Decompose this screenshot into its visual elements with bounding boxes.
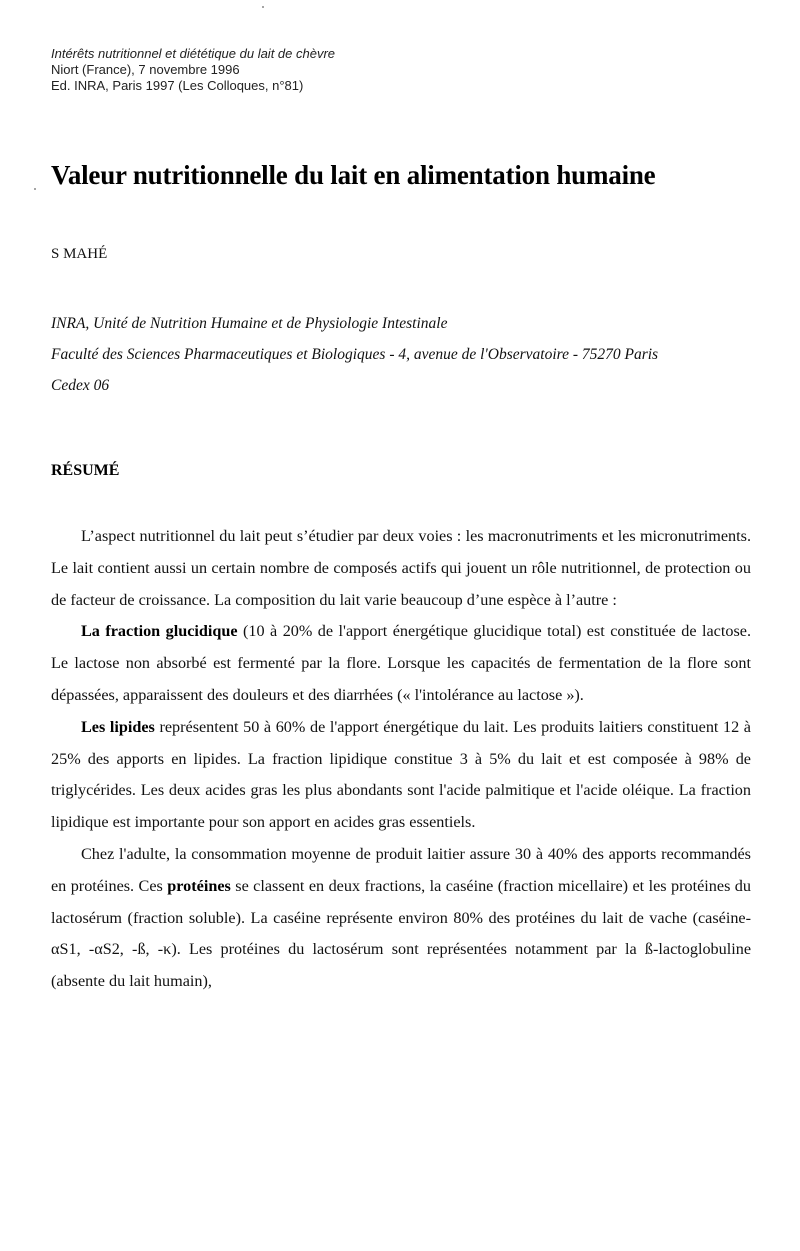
abstract-paragraph — [51, 521, 751, 616]
paragraph-text: L’aspect nutritionnel du lait peut s’étudier par deux voies : les macronutriments et les micronutriments. Le lait contient aussi un certain nombre de composés actifs qui jouent un rôle nutritionnel, de protection ou de facteur de croissance. La composition du lait varie beaucoup d’une espèce à l’autre : — [51, 527, 751, 609]
section-heading-resume: RÉSUMÉ — [51, 462, 120, 479]
affiliation — [51, 308, 751, 401]
proceedings-publisher: Ed. INRA, Paris 1997 (Les Colloques, n°81) — [51, 78, 304, 93]
paragraph-text: se classent en deux fractions, la caséine (fraction micellaire) et les protéines du lactosérum (fraction soluble). La caséine représente environ 80% des protéines du lait de vache (caséine-αS1, -αS2, -ß, -κ). Les protéines du lactosérum sont représentées notamment par la ß-lactoglobuline (absente du lait humain), — [51, 876, 751, 991]
paragraph-text: (10 à 20% de l'apport énergétique glucidique total) est constituée de lactose. Le lactose non absorbé est fermenté par la flore. Lorsque les capacités de fermentation de la flore sont dépassées, apparaissent des douleurs et des diarrhées (« l'intolérance au lactose »). — [51, 622, 751, 704]
proceedings-title: Intérêts nutritionnel et diététique du lait de chèvre — [51, 46, 336, 61]
abstract-paragraph — [51, 712, 751, 839]
abstract-paragraph — [51, 616, 751, 711]
paper-title: Valeur nutritionnelle du lait en alimentation humaine — [51, 160, 656, 190]
scan-speck — [262, 6, 264, 8]
abstract-body — [51, 521, 751, 998]
affiliation-line: Cedex 06 — [51, 377, 110, 394]
author: S MAHÉ — [51, 246, 108, 262]
bold-term: La fraction glucidique — [81, 622, 238, 641]
affiliation-line: INRA, Unité de Nutrition Humaine et de Physiologie Intestinale — [51, 315, 448, 332]
affiliation-line: Faculté des Sciences Pharmaceutiques et Biologiques - 4, avenue de l'Observatoire - 75270 Paris — [51, 346, 659, 363]
proceedings-location-date: Niort (France), 7 novembre 1996 — [51, 62, 240, 77]
bold-term: protéines — [167, 876, 231, 895]
scan-speck — [34, 188, 36, 190]
proceedings-header — [51, 46, 335, 94]
bold-term: Les lipides — [81, 717, 155, 736]
abstract-paragraph — [51, 839, 751, 998]
paragraph-text: représentent 50 à 60% de l'apport énergétique du lait. Les produits laitiers constituent 12 à 25% des apports en lipides. La fraction lipidique constitue 3 à 5% du lait et est composée à 98% de triglycérides. Les deux acides gras les plus abondants sont l'acide palmitique et l'acide oléique. La fraction lipidique est importante pour son apport en acides gras essentiels. — [51, 717, 751, 832]
paragraph-text: Chez l'adulte, la consommation moyenne de produit laitier assure 30 à 40% des apports recommandés en protéines. Ces — [51, 844, 751, 895]
